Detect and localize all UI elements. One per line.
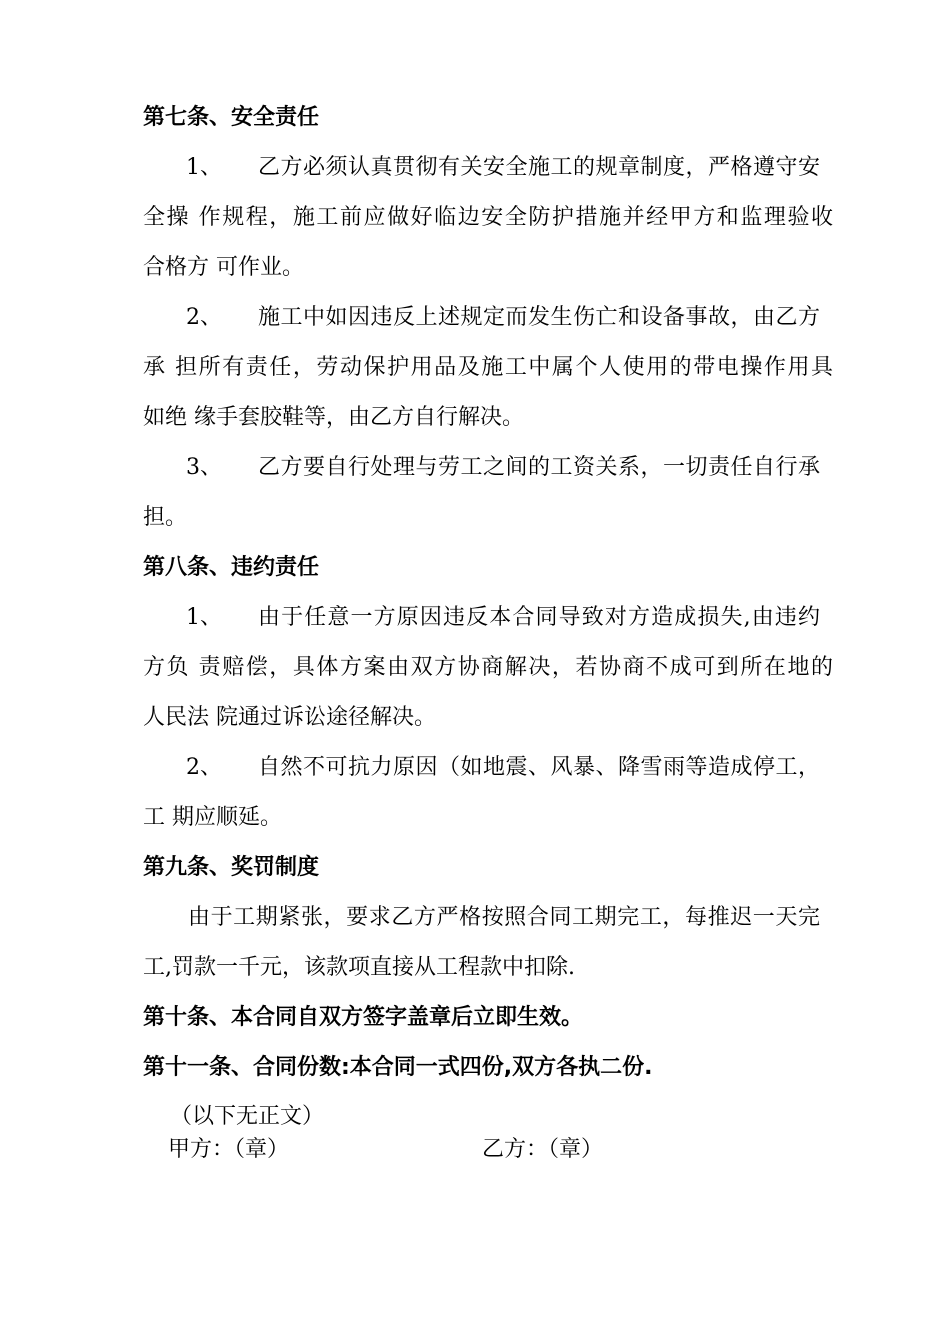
item-number: 2、 xyxy=(186,305,222,330)
item-number: 1、 xyxy=(186,155,222,180)
paragraph-line: 方负 责赔偿，具体方案由双方协商解决，若协商不成可到所在地的 xyxy=(143,655,833,680)
paragraph-line: 如绝 缘手套胶鞋等，由乙方自行解决。 xyxy=(143,405,524,430)
paragraph-line: 工 期应顺延。 xyxy=(143,805,282,830)
paragraph-line: 担。 xyxy=(143,505,188,530)
section-heading: 第七条、安全责任 xyxy=(143,105,320,130)
paragraph-line: 全操 作规程，施工前应做好临边安全防护措施并经甲方和监理验收 xyxy=(143,205,833,230)
section-heading: 第十一条、合同份数:本合同一式四份,双方各执二份. xyxy=(143,1055,653,1080)
paragraph-line: 由于工期紧张，要求乙方严格按照合同工期完工，每推迟一天完 xyxy=(188,905,820,930)
paragraph-line: 乙方要自行处理与劳工之间的工资关系，一切责任自行承 xyxy=(258,455,820,480)
paragraph-line: 乙方必须认真贯彻有关安全施工的规章制度，严格遵守安 xyxy=(258,155,820,180)
paragraph-line: 承 担所有责任，劳动保护用品及施工中属个人使用的带电操作用具 xyxy=(143,355,833,380)
paragraph-line: 施工中如因违反上述规定而发生伤亡和设备事故，由乙方 xyxy=(258,305,820,330)
paragraph-line: 合格方 可作业。 xyxy=(143,255,304,280)
no-further-text-note: （以下无正文） xyxy=(170,1104,325,1129)
item-number: 2、 xyxy=(186,755,222,780)
paragraph-line: 由于任意一方原因违反本合同导致对方造成损失,由违约 xyxy=(258,605,820,630)
paragraph-line: 自然不可抗力原因（如地震、风暴、降雪雨等造成停工， xyxy=(258,755,820,780)
party-b-signature: 乙方：（章） xyxy=(482,1137,604,1162)
item-number: 3、 xyxy=(186,455,222,480)
paragraph-line: 人民法 院通过诉讼途径解决。 xyxy=(143,705,436,730)
item-number: 1、 xyxy=(186,605,222,630)
party-a-signature: 甲方：（章） xyxy=(168,1137,290,1162)
section-heading: 第十条、本合同自双方签字盖章后立即生效。 xyxy=(143,1005,584,1030)
section-heading: 第九条、奖罚制度 xyxy=(143,855,320,880)
section-heading: 第八条、违约责任 xyxy=(143,555,320,580)
paragraph-line: 工,罚款一千元，该款项直接从工程款中扣除. xyxy=(143,955,575,980)
